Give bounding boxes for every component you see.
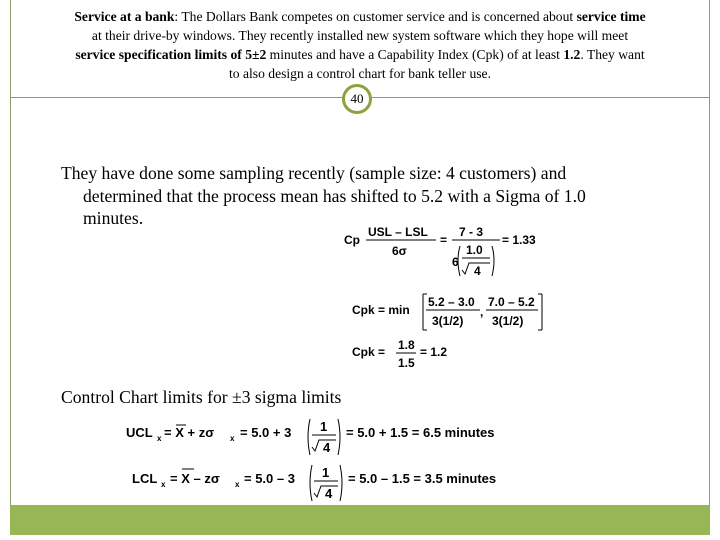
cp-num: USL – LSL <box>368 225 428 239</box>
body-line-1: They have done some sampling recently (sample size: 4 customers) and <box>61 163 567 183</box>
ucl-label: UCL <box>126 425 153 440</box>
cpk-result-formula <box>352 336 472 372</box>
lcl-result: = 5.0 – 1.5 = 3.5 minutes <box>348 471 497 486</box>
lcl-sub: x <box>161 480 166 489</box>
lcl-mid: = X – zσ <box>170 471 220 486</box>
cp-eq-num: 7 - 3 <box>459 225 484 239</box>
lcl-frac-den: 4 <box>325 486 333 501</box>
body-line-2: determined that the process mean has shifted to 5.2 with a Sigma of 1.0 <box>83 185 586 206</box>
cp-eq-inner-num: 1.0 <box>466 243 483 257</box>
cpk2-label: Cpk = <box>352 345 386 359</box>
lcl-formula <box>132 461 552 505</box>
cp-result: = 1.33 <box>502 233 536 247</box>
svg-text:=: = <box>440 233 448 247</box>
header-line-4: to also design a control chart for bank teller use. <box>229 66 491 81</box>
lcl-sub2: x <box>235 480 240 489</box>
control-chart-text: Control Chart limits for ±3 sigma limits <box>61 387 342 407</box>
ucl-mid: = X + zσ <box>164 425 215 440</box>
cp-formula <box>344 220 544 282</box>
lcl-eq: = 5.0 – 3 <box>244 471 295 486</box>
ucl-result: = 5.0 + 1.5 = 6.5 minutes <box>346 425 495 440</box>
cpk1-b-num: 7.0 – 5.2 <box>488 295 535 309</box>
ucl-frac-num: 1 <box>320 419 328 434</box>
lcl-label: LCL <box>132 471 158 486</box>
ucl-sub: x <box>157 434 162 443</box>
cp-eq-den-coef: 6 <box>452 255 459 269</box>
svg-text:,: , <box>480 305 484 319</box>
footer-accent-bar <box>10 505 710 535</box>
header-line-2: at their drive-by windows. They recently installed new system software which they hope will meet <box>91 28 629 43</box>
ucl-eq: = 5.0 + 3 <box>240 425 292 440</box>
lcl-frac-num: 1 <box>322 465 330 480</box>
cpk2-result: = 1.2 <box>420 345 448 359</box>
header-line-3: service specification limits of 5±2 minutes and have a Capability Index (Cpk) of at least 1.2. They want <box>75 47 645 62</box>
cp-den: 6σ <box>392 244 407 258</box>
cpk-min-formula <box>352 290 552 334</box>
ucl-formula <box>126 415 546 459</box>
cpk1-a-num: 5.2 – 3.0 <box>428 295 475 309</box>
cpk1-label: Cpk = min <box>352 303 410 317</box>
cp-label: Cp <box>344 233 360 247</box>
header-line-1: Service at a bank: The Dollars Bank competes on customer service and is concerned about service time <box>74 9 646 24</box>
ucl-sub2: x <box>230 434 235 443</box>
slide-header <box>11 0 709 98</box>
cpk2-num: 1.8 <box>398 338 415 352</box>
cpk2-den: 1.5 <box>398 356 415 370</box>
cpk1-a-den: 3(1/2) <box>432 314 464 328</box>
cpk1-b-den: 3(1/2) <box>492 314 524 328</box>
cp-eq-inner-den: 4 <box>474 264 481 278</box>
body-line-3: minutes. <box>83 208 144 228</box>
page-number-badge: 40 <box>342 84 372 114</box>
ucl-frac-den: 4 <box>323 440 331 455</box>
